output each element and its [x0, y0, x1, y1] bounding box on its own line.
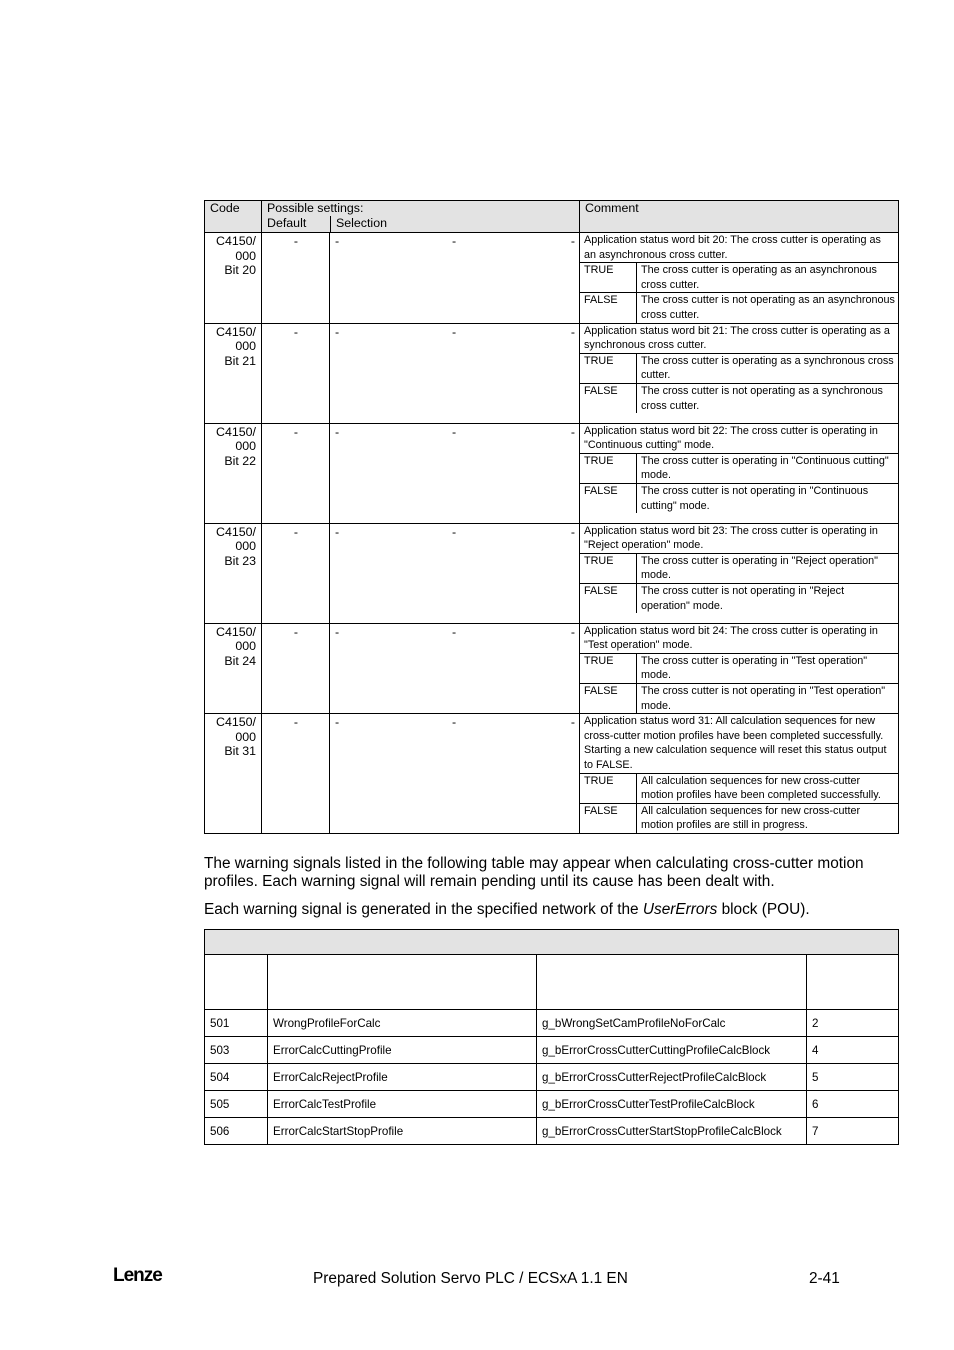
false-row: FALSE The cross cutter is not operating in "Test operation" mode.: [580, 683, 898, 713]
warning-network: 2: [807, 1010, 899, 1037]
false-row: FALSE The cross cutter is not operating in "Continuous cutting" mode.: [580, 483, 898, 513]
status-description: Application status word bit 20: The cross cutter is operating as an asynchronous cross cutter.: [584, 234, 881, 261]
true-row: TRUE All calculation sequences for new cross-cutter motion profiles have been completed successfully.: [580, 773, 898, 803]
default-cell: -: [262, 523, 330, 623]
warning-table-header: [205, 930, 899, 955]
code-cell: C4150/ 000 Bit 20: [205, 233, 262, 324]
false-row: FALSE The cross cutter is not operating as a synchronous cross cutter.: [580, 383, 898, 413]
warning-variable: g_bErrorCrossCutterRejectProfileCalcBlock: [537, 1064, 807, 1091]
header-possible-settings: Possible settings: Default Selection: [262, 201, 580, 233]
status-description: Application status word bit 21: The cross cutter is operating as a synchronous cross cutter.: [584, 324, 890, 352]
default-cell: -: [262, 714, 330, 834]
warning-variable: g_bErrorCrossCutterStartStopProfileCalcBlock: [537, 1118, 807, 1145]
warning-network: 6: [807, 1091, 899, 1118]
warning-table: [204, 929, 899, 1145]
comment-cell: [580, 233, 899, 324]
warning-row: [205, 1064, 899, 1091]
code-row: [205, 523, 899, 623]
default-cell: -: [262, 233, 330, 324]
warning-table-subheader: [205, 955, 899, 1010]
code-cell: C4150/ 000 Bit 31: [205, 714, 262, 834]
comment-cell: [580, 714, 899, 834]
comment-cell: [580, 623, 899, 714]
default-cell: -: [262, 423, 330, 523]
code-cell: C4150/ 000 Bit 22: [205, 423, 262, 523]
false-row: FALSE The cross cutter is not operating as an asynchronous cross cutter.: [580, 292, 898, 322]
warning-row: [205, 1118, 899, 1145]
selection-cell: - - -: [330, 323, 580, 423]
header-comment: Comment: [580, 201, 899, 233]
network-paragraph: Each warning signal is generated in the specified network of the UserErrors block (POU).: [204, 901, 810, 918]
code-cell: C4150/ 000 Bit 23: [205, 523, 262, 623]
warning-name: ErrorCalcRejectProfile: [268, 1064, 537, 1091]
warning-row: [205, 1037, 899, 1064]
warning-number: 505: [205, 1091, 268, 1118]
header-default: Default: [262, 216, 331, 232]
selection-cell: - - -: [330, 623, 580, 714]
code-row: [205, 423, 899, 523]
code-row: [205, 323, 899, 423]
code-cell: C4150/ 000 Bit 21: [205, 323, 262, 423]
true-row: TRUE The cross cutter is operating in "Reject operation" mode.: [580, 553, 898, 583]
warning-name: ErrorCalcStartStopProfile: [268, 1118, 537, 1145]
false-row: FALSE The cross cutter is not operating in "Reject operation" mode.: [580, 583, 898, 613]
comment-cell: [580, 523, 899, 623]
warning-network: 7: [807, 1118, 899, 1145]
code-row: [205, 623, 899, 714]
status-description: Application status word bit 23: The cross cutter is operating in "Reject operation" mode.: [584, 524, 878, 552]
status-description: Application status word bit 24: The cross cutter is operating in "Test operation" mode.: [584, 624, 878, 652]
lenze-logo: Lenze: [113, 1265, 162, 1286]
warning-intro-paragraph: The warning signals listed in the following table may appear when calculating cross-cutter motion profiles. Each warning signal will remain pending until its cause has been dealt with.: [204, 855, 864, 890]
page-number: 2-41: [809, 1270, 840, 1287]
true-row: TRUE The cross cutter is operating as a synchronous cross cutter.: [580, 353, 898, 383]
warning-variable: g_bErrorCrossCutterTestProfileCalcBlock: [537, 1091, 807, 1118]
code-cell: C4150/ 000 Bit 24: [205, 623, 262, 714]
status-description: Application status word bit 22: The cross cutter is operating in "Continuous cutting" mode.: [584, 424, 878, 452]
comment-cell: [580, 423, 899, 523]
warning-number: 506: [205, 1118, 268, 1145]
false-row: FALSE All calculation sequences for new cross-cutter motion profiles are still in progress.: [580, 803, 898, 833]
selection-cell: - - -: [330, 523, 580, 623]
code-table: [204, 200, 899, 834]
warning-row: [205, 1010, 899, 1037]
header-code: Code: [205, 201, 262, 233]
selection-cell: - - -: [330, 714, 580, 834]
footer-title: Prepared Solution Servo PLC / ECSxA 1.1 EN: [313, 1270, 628, 1287]
warning-network: 4: [807, 1037, 899, 1064]
header-selection: Selection: [336, 216, 387, 230]
warning-number: 501: [205, 1010, 268, 1037]
warning-name: WrongProfileForCalc: [268, 1010, 537, 1037]
status-description: Application status word 31: All calculation sequences for new cross-cutter motion profiles have been completed successfully. Starting a new calculation sequence will reset this status output to FALSE.: [584, 715, 887, 771]
default-cell: -: [262, 323, 330, 423]
warning-row: [205, 1091, 899, 1118]
default-cell: -: [262, 623, 330, 714]
code-row: [205, 233, 899, 324]
warning-network: 5: [807, 1064, 899, 1091]
warning-name: ErrorCalcCuttingProfile: [268, 1037, 537, 1064]
comment-cell: [580, 323, 899, 423]
true-row: TRUE The cross cutter is operating as an asynchronous cross cutter.: [580, 262, 898, 292]
warning-variable: g_bWrongSetCamProfileNoForCalc: [537, 1010, 807, 1037]
warning-number: 503: [205, 1037, 268, 1064]
code-table-header: [205, 201, 899, 233]
selection-cell: - - -: [330, 423, 580, 523]
code-row: [205, 714, 899, 834]
true-row: TRUE The cross cutter is operating in "Continuous cutting" mode.: [580, 453, 898, 483]
true-row: TRUE The cross cutter is operating in "Test operation" mode.: [580, 653, 898, 683]
warning-name: ErrorCalcTestProfile: [268, 1091, 537, 1118]
warning-number: 504: [205, 1064, 268, 1091]
warning-variable: g_bErrorCrossCutterCuttingProfileCalcBlock: [537, 1037, 807, 1064]
selection-cell: - - -: [330, 233, 580, 324]
